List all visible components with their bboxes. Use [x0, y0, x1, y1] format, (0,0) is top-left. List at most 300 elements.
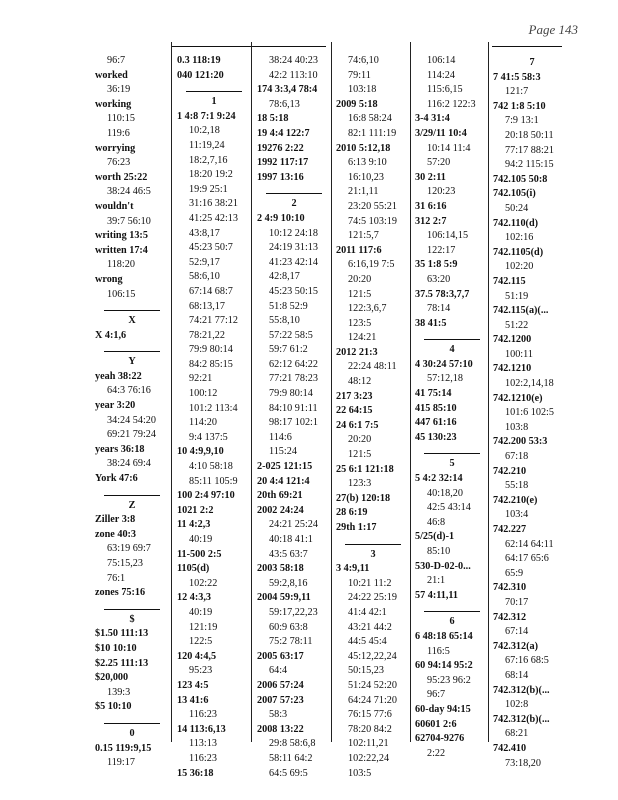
index-reference: 121:5,7	[348, 230, 379, 242]
index-reference: 102:22,24	[348, 752, 390, 764]
index-term: 1992 117:17	[257, 157, 309, 169]
index-reference: 41:4 42:1	[348, 606, 387, 618]
index-term: 2006 57:24	[257, 679, 304, 691]
index-term: 27(b) 120:18	[336, 492, 391, 504]
index-reference: 63:20	[427, 273, 451, 285]
index-reference: 20:20	[348, 434, 372, 446]
section-letter: 4	[449, 344, 455, 356]
index-reference: 122:3,6,7	[348, 303, 387, 315]
index-term: 30 2:11	[415, 171, 446, 183]
index-term: 28 6:19	[336, 507, 368, 519]
index-reference: 123:5	[348, 317, 372, 329]
index-term: 60601 2:6	[415, 718, 457, 730]
index-term: 0.3 118:19	[177, 55, 221, 66]
index-reference: 7:9 13:1	[505, 115, 539, 127]
index-reference: 20:18 50:11	[505, 129, 554, 141]
index-reference: 64:5 69:5	[269, 767, 308, 779]
index-term: worrying	[95, 142, 136, 154]
index-term: 2011 117:6	[336, 244, 382, 256]
section-letter: Y	[128, 356, 136, 368]
index-reference: 121:5	[348, 288, 372, 300]
index-reference: 46:8	[427, 516, 446, 528]
index-term: 15 36:18	[177, 767, 214, 779]
index-term: 5 4:2 32:14	[415, 473, 463, 485]
index-term: 12 4:3,3	[177, 592, 211, 604]
index-term: 41 75:14	[415, 388, 452, 400]
index-reference: 74:6,10	[348, 55, 379, 66]
index-reference: 52:9,17	[189, 256, 220, 268]
index-reference: 85:10	[427, 546, 451, 557]
index-reference: 102:22	[189, 577, 218, 589]
section-separator	[95, 302, 169, 312]
section-letter: 0	[129, 727, 135, 739]
index-reference: 6:13 9:10	[348, 157, 387, 169]
index-term: 5/25(d)-1	[415, 531, 455, 543]
index-term: 2003 58:18	[257, 563, 304, 575]
index-reference: 9:4 137:5	[189, 431, 228, 443]
index-reference: 64:3 76:16	[107, 385, 151, 397]
index-term: 18 5:18	[257, 113, 289, 125]
index-reference: 102:8	[505, 699, 529, 711]
index-reference: 58:6,10	[189, 271, 220, 283]
section-separator	[95, 601, 169, 611]
index-reference: 79:9 80:14	[189, 344, 233, 356]
index-reference: 19:9 25:1	[189, 183, 228, 195]
index-reference: 121:19	[189, 621, 218, 633]
index-reference: 64:24 71:20	[348, 694, 397, 706]
index-reference: 67:16 68:5	[505, 655, 549, 667]
index-reference: 103:4	[505, 509, 529, 521]
index-reference: 58:11 64:2	[269, 752, 313, 764]
index-reference: 24:19 31:13	[269, 242, 318, 254]
index-term: 742.115(a)(...	[493, 305, 549, 317]
index-term: 4 30:24 57:10	[415, 358, 473, 370]
index-reference: 16:10,23	[348, 171, 384, 183]
index-reference: 44:5 45:4	[348, 636, 387, 648]
index-term: 6 48:18 65:14	[415, 630, 473, 642]
index-term: 0.15 119:9,15	[95, 742, 152, 754]
index-term: 19276 2:22	[257, 142, 304, 154]
index-reference: 121:5	[348, 449, 372, 461]
index-reference: 98:17 102:1	[269, 417, 318, 429]
index-term: 37.5 78:3,7,7	[415, 288, 470, 300]
index-reference: 18:2,7,16	[189, 154, 228, 166]
section-separator	[257, 185, 331, 195]
index-reference: 23:20 55:21	[348, 200, 397, 212]
index-reference: 10:21 11:2	[348, 577, 392, 589]
index-term: 742.227	[493, 524, 527, 535]
index-reference: 78:14	[427, 303, 451, 315]
index-reference: 24:21 25:24	[269, 519, 318, 531]
index-term: 742.312(b)(...	[493, 684, 550, 696]
index-reference: 92:21	[189, 373, 213, 385]
index-reference: 123:3	[348, 478, 372, 490]
index-term: 530-D-02-0...	[415, 560, 471, 572]
index-column-6	[493, 54, 571, 771]
index-reference: 59:17,22,23	[269, 606, 318, 618]
index-term: 2010 5:12,18	[336, 142, 391, 154]
index-reference: 59:2,8,16	[269, 577, 308, 589]
index-term: 742.312	[493, 611, 527, 623]
index-reference: 103:18	[348, 84, 377, 96]
index-reference: 45:12,22,24	[348, 650, 397, 662]
index-term: 60-day 94:15	[415, 703, 471, 715]
index-term: year 3:20	[95, 400, 136, 412]
index-term: 217 3:23	[336, 390, 373, 402]
index-term: 60 94:14 95:2	[415, 660, 473, 672]
index-reference: 76:15 77:6	[348, 709, 392, 721]
index-reference: 51:8 52:9	[269, 300, 308, 312]
index-reference: 74:21 77:12	[189, 315, 238, 327]
top-rule	[171, 46, 326, 47]
index-reference: 82:1 111:19	[348, 127, 397, 139]
section-separator	[95, 715, 169, 725]
index-reference: 59:7 61:2	[269, 344, 308, 356]
index-term: 312 2:7	[415, 215, 447, 227]
index-reference: 70:17	[505, 596, 529, 608]
column-divider	[171, 42, 172, 742]
index-reference: 51:22	[505, 319, 529, 331]
index-reference: 39:7 56:10	[107, 215, 151, 227]
index-term: 742.200 53:3	[493, 436, 548, 448]
index-term: 1105(d)	[177, 563, 210, 575]
index-term: working	[95, 98, 132, 110]
section-letter: 3	[370, 548, 376, 560]
index-reference: 34:24 54:20	[107, 414, 156, 426]
index-term: 11 4:2,3	[177, 519, 211, 531]
index-reference: 10:14 11:4	[427, 142, 471, 154]
index-term: Ziller 3:8	[95, 514, 136, 526]
index-reference: 73:18,20	[505, 757, 541, 769]
index-term: 742.115	[493, 275, 526, 287]
index-term: wrong	[95, 273, 123, 285]
index-reference: 38:24 40:23	[269, 55, 318, 66]
index-frame	[95, 42, 575, 779]
index-reference: 29:8 58:6,8	[269, 738, 316, 750]
index-reference: 60:9 63:8	[269, 621, 308, 633]
index-term: 35 1:8 5:9	[415, 259, 458, 271]
index-reference: 95:23	[189, 665, 213, 677]
index-reference: 24:22 25:19	[348, 592, 397, 604]
index-reference: 84:2 85:15	[189, 358, 233, 370]
index-reference: 106:15	[107, 288, 136, 300]
index-reference: 42:2 113:10	[269, 69, 318, 81]
index-reference: 67:14	[505, 626, 529, 638]
index-column-3	[257, 54, 331, 781]
index-term: York 47:6	[95, 473, 138, 485]
index-reference: 22:24 48:11	[348, 361, 397, 373]
index-reference: 116:23	[189, 752, 217, 764]
index-term: 742.1210(e)	[493, 392, 543, 404]
index-reference: 42:5 43:14	[427, 502, 471, 514]
index-reference: 57:12,18	[427, 373, 463, 385]
index-reference: 122:5	[189, 636, 213, 648]
index-term: zones 75:16	[95, 587, 146, 599]
index-term: 123 4:5	[177, 679, 209, 691]
index-reference: 57:22 58:5	[269, 329, 313, 341]
index-term: yeah 38:22	[95, 370, 142, 382]
index-reference: 55:8,10	[269, 315, 300, 327]
index-term: worth 25:22	[95, 171, 148, 183]
index-reference: 102:11,21	[348, 738, 389, 750]
section-letter: 1	[211, 96, 217, 108]
section-separator	[177, 83, 251, 93]
index-reference: 75:15,23	[107, 558, 143, 569]
index-reference: 65:9	[505, 567, 524, 579]
section-letter: X	[128, 315, 136, 327]
index-reference: 118:20	[107, 259, 135, 271]
index-reference: 139:3	[107, 686, 131, 698]
index-reference: 62:14 64:11	[505, 538, 554, 550]
index-term: 742.312(a)	[493, 640, 538, 652]
index-reference: 115:6,15	[427, 84, 463, 96]
index-term: 742.312(b)(...	[493, 713, 550, 725]
index-column-1	[95, 54, 169, 771]
section-letter: 7	[529, 57, 535, 68]
index-reference: 45:23 50:7	[189, 242, 233, 254]
index-reference: 96:7	[107, 55, 126, 66]
index-reference: 42:8,17	[269, 271, 300, 283]
index-reference: 114:6	[269, 431, 292, 443]
index-reference: 40:19	[189, 606, 213, 618]
section-separator	[95, 487, 169, 497]
index-reference: 41:25 42:13	[189, 212, 238, 224]
index-term: 415 85:10	[415, 402, 457, 414]
index-reference: 124:21	[348, 332, 377, 344]
index-reference: 57:20	[427, 157, 451, 169]
index-term: 25 6:1 121:18	[336, 463, 394, 475]
index-term: 31 6:16	[415, 200, 447, 212]
index-term: 38 41:5	[415, 317, 447, 329]
index-reference: 45:23 50:15	[269, 285, 318, 297]
top-rule	[492, 46, 562, 47]
index-term: 742.210	[493, 465, 527, 477]
index-term: 742.105(i)	[493, 188, 536, 200]
index-reference: 40:19	[189, 534, 213, 545]
column-divider	[410, 42, 411, 742]
index-term: 742 1:8 5:10	[493, 100, 546, 112]
index-reference: 75:2 78:11	[269, 636, 313, 648]
index-reference: 18:20 19:2	[189, 169, 233, 181]
index-reference: 48:12	[348, 376, 372, 388]
index-reference: 85:11 105:9	[189, 475, 238, 487]
index-reference: 38:24 46:5	[107, 186, 151, 198]
index-term: 20 4:4 121:4	[257, 475, 310, 487]
index-term: 29th 1:17	[336, 522, 377, 533]
index-term: 742.105 50:8	[493, 173, 548, 185]
index-reference: 110:15	[107, 113, 135, 125]
index-term: 742.410	[493, 742, 527, 754]
index-reference: 103:8	[505, 421, 529, 433]
index-term: $5 10:10	[95, 701, 132, 713]
index-term: 22 64:15	[336, 405, 373, 417]
index-reference: 43:21 44:2	[348, 621, 392, 633]
index-reference: 67:18	[505, 451, 529, 463]
index-term: writing 13:5	[95, 230, 148, 242]
index-reference: 119:6	[107, 127, 130, 139]
section-separator	[336, 536, 410, 546]
index-term: 742.310	[493, 582, 527, 594]
index-term: 3/29/11 10:4	[415, 127, 467, 139]
index-term: 742.110(d)	[493, 217, 538, 229]
index-reference: 51:19	[505, 290, 529, 302]
index-reference: 78:21,22	[189, 329, 225, 341]
index-term: 2008 13:22	[257, 723, 304, 735]
index-reference: 6:16,19 7:5	[348, 259, 395, 271]
index-term: 20th 69:21	[257, 490, 303, 502]
index-reference: 79:11	[348, 69, 371, 81]
section-letter: 2	[291, 198, 297, 210]
index-reference: 64:4	[269, 665, 288, 677]
index-term: 2005 63:17	[257, 650, 304, 662]
index-reference: 55:18	[505, 480, 529, 492]
index-reference: 103:5	[348, 767, 372, 779]
index-reference: 21:1	[427, 575, 446, 587]
index-term: 742.1200	[493, 334, 532, 346]
index-reference: 100:12	[189, 388, 218, 400]
index-reference: 50:15,23	[348, 665, 384, 677]
index-reference: 51:24 52:20	[348, 679, 397, 691]
index-term: 3-4 31:4	[415, 113, 450, 125]
index-term: $20,000	[95, 672, 129, 684]
index-reference: 38:24 69:4	[107, 458, 151, 470]
index-reference: 40:18 41:1	[269, 534, 313, 545]
index-reference: 102:2,14,18	[505, 378, 554, 390]
index-reference: 100:11	[505, 348, 533, 360]
index-term: years 36:18	[95, 443, 145, 455]
section-letter: 6	[449, 616, 455, 628]
index-reference: 62:12 64:22	[269, 358, 318, 370]
index-reference: 84:10 91:11	[269, 402, 318, 414]
index-reference: 116:5	[427, 645, 450, 657]
index-term: 10 4:9,9,10	[177, 446, 224, 458]
index-term: 742.1105(d)	[493, 246, 544, 258]
index-reference: 122:17	[427, 244, 456, 256]
index-term: 2002 24:24	[257, 504, 304, 516]
index-term: 040 121:20	[177, 69, 224, 81]
index-term: 174 3:3,4 78:4	[257, 84, 318, 96]
index-column-5	[415, 54, 489, 761]
index-reference: 113:13	[189, 738, 217, 750]
section-letter: Z	[128, 499, 136, 511]
index-reference: 36:19	[107, 84, 131, 96]
index-reference: 41:23 42:14	[269, 256, 318, 268]
index-reference: 69:21 79:24	[107, 429, 156, 441]
index-reference: 2:22	[427, 747, 446, 759]
index-reference: 96:7	[427, 689, 446, 701]
index-term: $2.25 111:13	[95, 657, 149, 669]
index-term: 62704-9276	[415, 733, 465, 745]
index-reference: 101:2 113:4	[189, 402, 238, 414]
index-term: 7 41:5 58:3	[493, 71, 541, 83]
index-reference: 76:1	[107, 572, 126, 584]
index-column-4	[336, 54, 410, 781]
index-reference: 40:18,20	[427, 487, 463, 499]
index-reference: 77:17 88:21	[505, 144, 554, 156]
index-reference: 74:5 103:19	[348, 215, 397, 227]
index-term: 3 4:9,11	[336, 563, 370, 575]
index-term: 2007 57:23	[257, 694, 304, 706]
index-reference: 77:21 78:23	[269, 373, 318, 385]
index-reference: 50:24	[505, 202, 529, 214]
section-letter: 5	[449, 458, 455, 470]
index-reference: 64:17 65:6	[505, 553, 549, 565]
index-term: 447 61:16	[415, 417, 457, 429]
index-reference: 76:23	[107, 157, 131, 169]
section-separator	[415, 603, 489, 613]
column-divider	[251, 42, 252, 742]
index-term: 11-500 2:5	[177, 548, 222, 560]
index-reference: 68:21	[505, 728, 529, 740]
index-term: 1997 13:16	[257, 171, 304, 183]
index-reference: 119:17	[107, 757, 135, 769]
index-term: 24 6:1 7:5	[336, 419, 379, 431]
index-term: 2 4:9 10:10	[257, 212, 305, 224]
index-term: 100 2:4 97:10	[177, 490, 235, 502]
index-reference: 78:6,13	[269, 98, 300, 110]
index-term: written 17:4	[95, 244, 148, 256]
index-term: 14 113:6,13	[177, 723, 226, 735]
index-term: $10 10:10	[95, 642, 137, 654]
index-reference: 10:2,18	[189, 125, 220, 137]
page-number: Page 143	[528, 22, 578, 37]
index-reference: 67:14 68:7	[189, 285, 233, 297]
index-reference: 115:24	[269, 446, 297, 458]
index-term: wouldn't	[95, 200, 134, 212]
index-term: 742.1210	[493, 363, 532, 375]
index-term: X 4:1,6	[95, 329, 127, 341]
index-reference: 101:6 102:5	[505, 407, 554, 419]
index-reference: 78:20 84:2	[348, 723, 392, 735]
index-reference: 116:2 122:3	[427, 98, 476, 110]
index-term: 2004 59:9,11	[257, 592, 311, 604]
index-term: 13 41:6	[177, 694, 209, 706]
index-reference: 102:20	[505, 261, 534, 273]
section-separator	[415, 331, 489, 341]
index-reference: 10:12 24:18	[269, 227, 318, 239]
index-reference: 16:8 58:24	[348, 113, 392, 125]
index-term: 1021 2:2	[177, 504, 214, 516]
index-reference: 58:3	[269, 709, 288, 721]
section-letter: $	[129, 613, 135, 625]
index-reference: 94:2 115:15	[505, 159, 554, 171]
index-term: $1.50 111:13	[95, 628, 149, 640]
index-reference: 114:20	[189, 417, 217, 429]
index-reference: 95:23 96:2	[427, 674, 471, 686]
index-reference: 120:23	[427, 186, 456, 198]
index-term: 742.210(e)	[493, 494, 538, 506]
index-reference: 106:14	[427, 55, 456, 66]
index-reference: 43:5 63:7	[269, 548, 308, 560]
index-term: 2012 21:3	[336, 346, 378, 358]
column-divider	[331, 42, 332, 742]
index-term: 57 4:11,11	[415, 589, 459, 601]
index-reference: 43:8,17	[189, 227, 220, 239]
section-separator	[415, 445, 489, 455]
index-reference: 20:20	[348, 273, 372, 285]
section-separator	[95, 343, 169, 353]
index-term: 19 4:4 122:7	[257, 127, 310, 139]
index-reference: 106:14,15	[427, 230, 469, 242]
index-term: 2009 5:18	[336, 98, 378, 110]
index-term: 2-025 121:15	[257, 461, 313, 473]
index-reference: 79:9 80:14	[269, 388, 313, 400]
index-reference: 63:19 69:7	[107, 543, 151, 555]
index-reference: 68:14	[505, 669, 529, 681]
index-term: 120 4:4,5	[177, 650, 217, 662]
index-column-2	[177, 54, 251, 781]
index-reference: 21:1,11	[348, 186, 379, 198]
